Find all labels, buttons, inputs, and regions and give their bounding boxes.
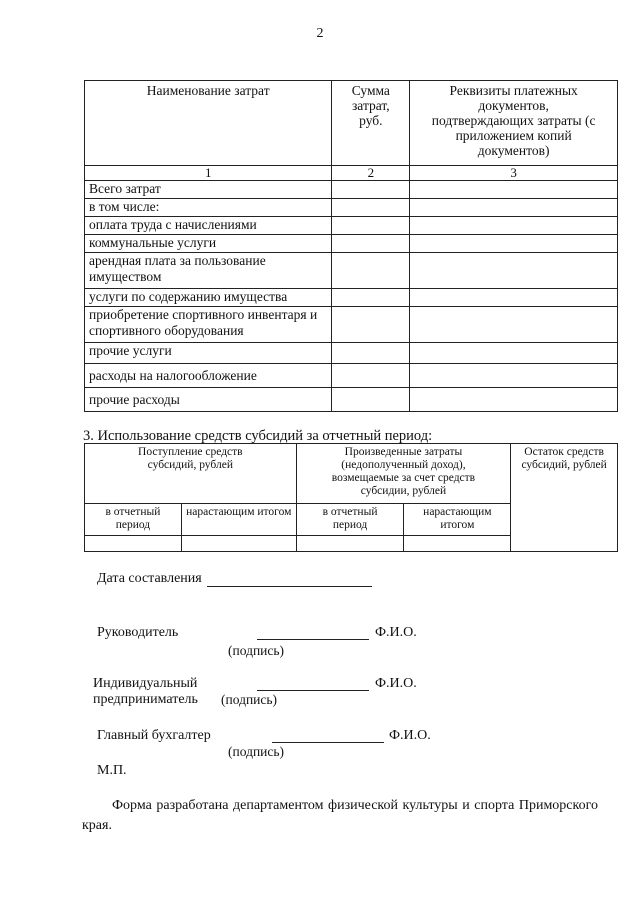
cost-sum-cell[interactable]	[332, 235, 410, 253]
footer-note: Форма разработана департаментом физической культуры и спорта Приморского края.	[82, 798, 598, 833]
cost-docs-cell[interactable]	[410, 289, 618, 307]
cost-sum-cell[interactable]	[332, 307, 410, 343]
cost-item: в том числе:	[85, 199, 332, 217]
header-receipt: Поступление средств субсидий, рублей	[85, 444, 297, 504]
column-number: 3	[410, 166, 618, 181]
cost-sum-cell[interactable]	[332, 388, 410, 412]
cost-item: оплата труда с начислениями	[85, 217, 332, 235]
stamp-place: М.П.	[97, 763, 127, 778]
page-number: 2	[316, 26, 324, 41]
table-row	[85, 307, 618, 343]
column-number: 2	[332, 166, 410, 181]
table-row	[85, 181, 618, 199]
table-row	[85, 364, 618, 388]
cost-item: арендная плата за пользование имуществом	[85, 253, 332, 289]
header-cost-name: Наименование затрат	[85, 81, 332, 166]
head-signature-hint: (подпись)	[228, 643, 285, 658]
header-spent: Произведенные затраты (недополученный доход), возмещаемые за счет средств субсидии, рублей	[296, 444, 511, 504]
subsidy-header-row	[85, 444, 618, 504]
head-fio: Ф.И.О.	[375, 625, 417, 640]
column-number: 1	[85, 166, 332, 181]
cost-item: услуги по содержанию имущества	[85, 289, 332, 307]
cost-item: расходы на налогообложение	[85, 364, 332, 388]
section3-title: 3. Использование средств субсидий за отчетный период:	[83, 428, 433, 444]
header-balance: Остаток средств субсидий, рублей	[511, 444, 618, 552]
column-number-row	[85, 166, 618, 181]
entrepreneur-sign-line[interactable]	[257, 675, 369, 691]
cost-docs-cell[interactable]	[410, 388, 618, 412]
cost-sum-cell[interactable]	[332, 199, 410, 217]
subsidy-cell[interactable]	[404, 536, 511, 552]
cost-sum-cell[interactable]	[332, 289, 410, 307]
accountant-signature-hint: (подпись)	[228, 744, 285, 759]
accountant-fio: Ф.И.О.	[389, 728, 431, 743]
date-line[interactable]	[207, 572, 372, 587]
cost-sum-cell[interactable]	[332, 364, 410, 388]
subheader-cumulative: нарастающим итогом	[404, 504, 511, 536]
entrepreneur-fio: Ф.И.О.	[375, 676, 417, 691]
cost-docs-cell[interactable]	[410, 181, 618, 199]
cost-docs-cell[interactable]	[410, 364, 618, 388]
accountant-sign-line[interactable]	[272, 727, 384, 743]
cost-docs-cell[interactable]	[410, 343, 618, 364]
cost-docs-cell[interactable]	[410, 235, 618, 253]
table-row	[85, 289, 618, 307]
entrepreneur-label-line1: Индивидуальный	[93, 676, 198, 691]
head-label: Руководитель	[97, 625, 179, 640]
cost-sum-cell[interactable]	[332, 253, 410, 289]
cost-docs-cell[interactable]	[410, 199, 618, 217]
cost-table	[84, 80, 618, 412]
header-payment-docs: Реквизиты платежных документов, подтверждающих затраты (с приложением копий документов)	[410, 81, 618, 166]
entrepreneur-signature-hint: (подпись)	[221, 692, 278, 707]
subsidy-cell[interactable]	[85, 536, 182, 552]
subsidy-table	[84, 443, 618, 552]
subsidy-cell[interactable]	[181, 536, 296, 552]
table-row	[85, 343, 618, 364]
table-row	[85, 235, 618, 253]
accountant-label: Главный бухгалтер	[97, 728, 211, 743]
subsidy-cell[interactable]	[296, 536, 404, 552]
subheader-period: в отчетный период	[85, 504, 182, 536]
head-sign-line[interactable]	[257, 624, 369, 640]
cost-sum-cell[interactable]	[332, 217, 410, 235]
table-row	[85, 253, 618, 289]
cost-table-header-row	[85, 81, 618, 166]
date-field	[97, 571, 372, 587]
header-cost-sum: Сумма затрат, руб.	[332, 81, 410, 166]
cost-docs-cell[interactable]	[410, 217, 618, 235]
cost-item: прочие расходы	[85, 388, 332, 412]
cost-item: прочие услуги	[85, 343, 332, 364]
cost-docs-cell[interactable]	[410, 253, 618, 289]
table-row	[85, 388, 618, 412]
cost-sum-cell[interactable]	[332, 181, 410, 199]
subheader-period: в отчетный период	[296, 504, 404, 536]
cost-item: коммунальные услуги	[85, 235, 332, 253]
cost-item: Всего затрат	[85, 181, 332, 199]
subheader-cumulative: нарастающим итогом	[181, 504, 296, 536]
cost-sum-cell[interactable]	[332, 343, 410, 364]
cost-docs-cell[interactable]	[410, 307, 618, 343]
date-label: Дата составления	[97, 571, 202, 586]
table-row	[85, 199, 618, 217]
cost-item: приобретение спортивного инвентаря и спортивного оборудования	[85, 307, 332, 343]
table-row	[85, 217, 618, 235]
entrepreneur-label-line2: предприниматель	[93, 692, 198, 707]
